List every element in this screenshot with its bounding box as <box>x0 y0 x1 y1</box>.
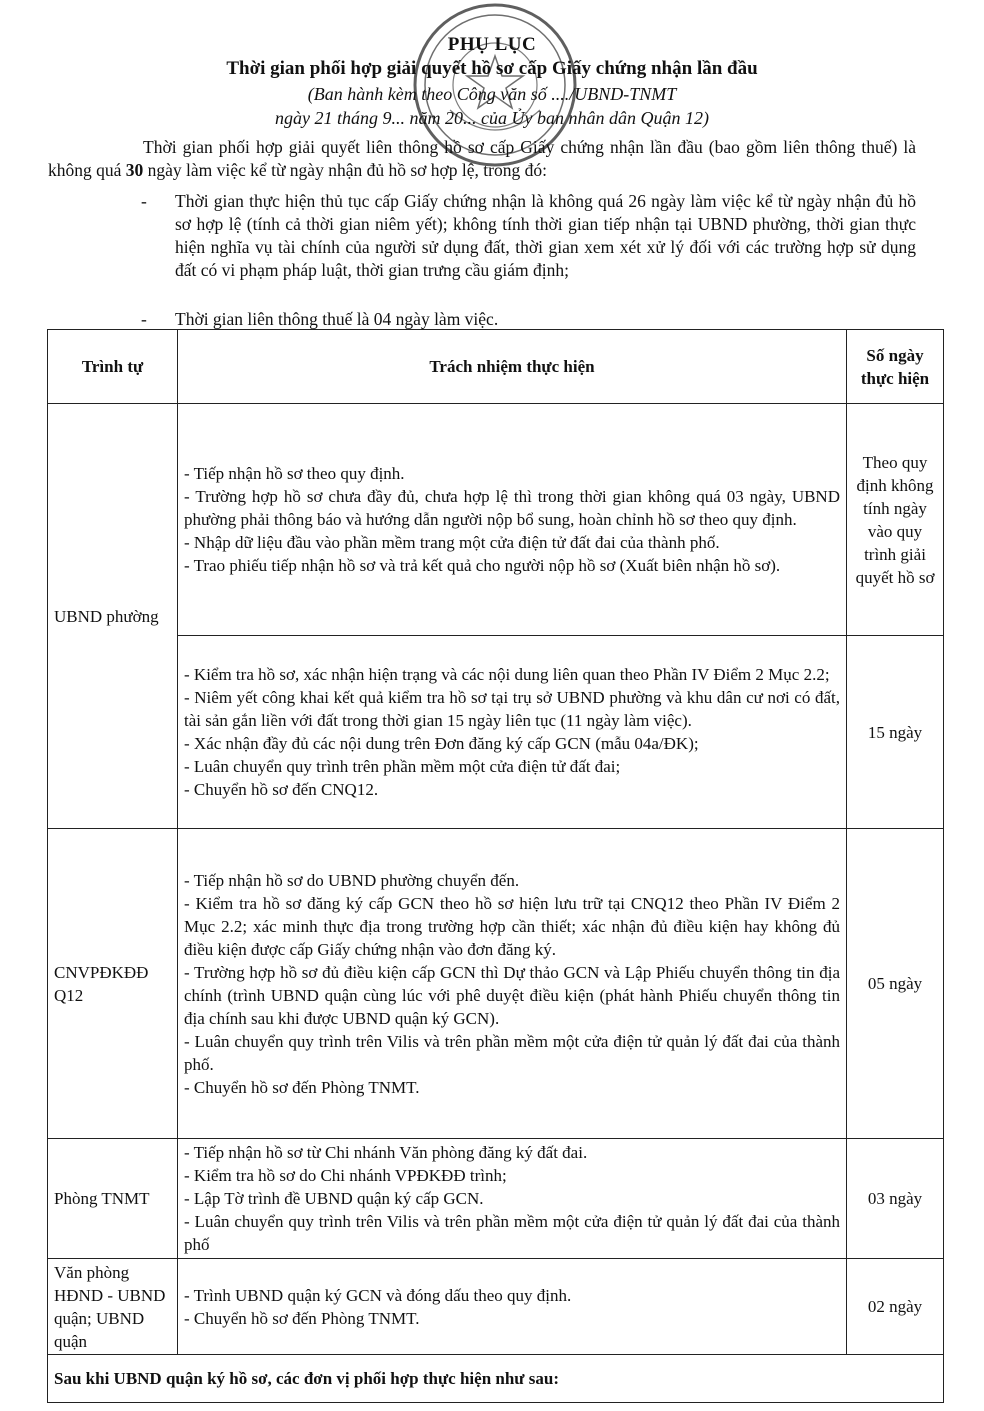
table-row <box>48 404 944 636</box>
unit-cell: Phòng TNMT <box>48 1139 178 1259</box>
header-days: Số ngày thực hiện <box>847 330 944 404</box>
table-row <box>48 1259 944 1355</box>
task-line: - Nhập dữ liệu đầu vào phần mềm trang một cửa điện tử đất đai của thành phố. <box>184 533 720 552</box>
bullet-list-item <box>48 190 916 282</box>
days-cell: 05 ngày <box>847 829 944 1139</box>
header-responsibility: Trách nhiệm thực hiện <box>178 330 847 404</box>
table-row <box>48 636 944 829</box>
days-cell: 03 ngày <box>847 1139 944 1259</box>
task-line: - Trình UBND quận ký GCN và đóng dấu theo quy định. <box>184 1285 572 1305</box>
table-row <box>48 1139 944 1259</box>
task-cell <box>178 636 847 829</box>
intro-text-1: Thời gian phối hợp giải quyết liên thông hồ sơ cấp Giấy chứng nhận lần đầu (bao gồm liên thông thuế) là không quá <box>48 137 916 180</box>
table-row <box>48 829 944 1139</box>
task-line: - Kiểm tra hồ sơ, xác nhận hiện trạng và các nội dung liên quan theo Phần IV Điểm 2 Mục 2.2; <box>184 665 830 684</box>
intro-text-2: ngày làm việc kể từ ngày nhận đủ hồ sơ hợp lệ, trong đó: <box>143 160 547 180</box>
task-line: - Kiểm tra hồ sơ do Chi nhánh VPĐKĐĐ trình; <box>184 1166 507 1185</box>
task-line: - Tiếp nhận hồ sơ do UBND phường chuyển đến. <box>184 870 520 890</box>
header-sequence: Trình tự <box>48 330 178 404</box>
task-line: - Niêm yết công khai kết quả kiểm tra hồ sơ tại trụ sở UBND phường và khu dân cư nơi có đất, tài sản gắn liền với đất trong thời gian 15 ngày liên tục (11 ngày làm việc). <box>184 688 840 730</box>
table-footer-note: Sau khi UBND quận ký hồ sơ, các đơn vị phối hợp thực hiện như sau: <box>48 1355 944 1403</box>
task-line: - Luân chuyển quy trình trên Vilis và trên phần mềm một cửa điện tử quản lý đất đai của thành phố <box>184 1212 840 1254</box>
task-cell <box>178 1139 847 1259</box>
document-title: Thời gian phối hợp giải quyết hồ sơ cấp Giấy chứng nhận lần đầu <box>226 58 758 79</box>
intro-days: 30 <box>125 160 144 180</box>
intro-paragraph <box>48 136 916 182</box>
days-cell: 15 ngày <box>847 636 944 829</box>
task-line: - Chuyển hồ sơ đến CNQ12. <box>184 780 379 799</box>
task-line: - Trường hợp hồ sơ chưa đầy đủ, chưa hợp lệ thì trong thời gian không quá 03 ngày, UBND phường phải thông báo và hướng dẫn người nộp bổ sung, hoàn chỉnh hồ sơ theo quy định. <box>184 487 840 529</box>
task-line: - Xác nhận đầy đủ các nội dung trên Đơn đăng ký cấp GCN (mẫu 04a/ĐK); <box>184 734 699 753</box>
task-line: - Tiếp nhận hồ sơ theo quy định. <box>184 464 405 483</box>
task-cell <box>178 404 847 636</box>
task-line: - Luân chuyển quy trình trên Vilis và trên phần mềm một cửa điện tử quản lý đất đai của thành phố. <box>184 1031 840 1074</box>
days-cell: 02 ngày <box>847 1259 944 1355</box>
appendix-title: PHỤ LỤC <box>447 34 537 55</box>
procedure-table <box>47 329 944 1403</box>
bullet-list-item <box>48 308 916 331</box>
task-cell <box>178 1259 847 1355</box>
task-cell <box>178 829 847 1139</box>
unit-cell: Văn phòng HĐND - UBND quận; UBND quận <box>48 1259 178 1355</box>
table-footer-row <box>48 1355 944 1403</box>
task-line: - Trao phiếu tiếp nhận hồ sơ và trả kết quả cho người nộp hồ sơ (Xuất biên nhận hồ sơ). <box>184 556 781 575</box>
task-line: - Lập Tờ trình đề UBND quận ký cấp GCN. <box>184 1189 484 1208</box>
task-line: - Chuyển hồ sơ đến Phòng TNMT. <box>184 1308 420 1328</box>
table-header-row <box>48 330 944 404</box>
unit-cell: UBND phường <box>48 404 178 829</box>
days-cell: Theo quy định không tính ngày vào quy trình giải quyết hồ sơ <box>847 404 944 636</box>
unit-cell: CNVPĐKĐĐ Q12 <box>48 829 178 1139</box>
bullet-dash: - <box>141 309 147 329</box>
task-line: - Kiểm tra hồ sơ đăng ký cấp GCN theo hồ sơ hiện lưu trữ tại CNQ12 theo Phần IV Điểm 2 Mục 2.2; xác minh thực địa trong trường hợp cần thiết; xác nhận đủ điều kiện hay không đủ điều kiện được cấp Giấy chứng nhận vào đơn đăng ký. <box>184 893 840 959</box>
issuance-date: ngày 21 tháng 9... năm 20... của Ủy ban nhân dân Quận 12) <box>275 108 709 128</box>
bullet-text: Thời gian liên thông thuế là 04 ngày làm việc. <box>175 309 499 329</box>
task-line: - Luân chuyển quy trình trên phần mềm một cửa điện tử đất đai; <box>184 757 621 776</box>
bullet-text: Thời gian thực hiện thủ tục cấp Giấy chứng nhận là không quá 26 ngày làm việc kể từ ngày nhận đủ hồ sơ hợp lệ (tính cả thời gian niêm yết); không tính thời gian tiếp nhận tại UBND phường, thời gian thực hiện nghĩa vụ tài chính của người sử dụng đất, thời gian xem xét xử lý đối với các trường hợp sử dụng đất có vi phạm pháp luật, thời gian trưng cầu giám định; <box>175 191 916 280</box>
bullet-dash: - <box>141 191 147 211</box>
issuance-note: (Ban hành kèm theo Công văn số ..../UBND-TNMT <box>307 84 677 104</box>
task-line: - Trường hợp hồ sơ đủ điều kiện cấp GCN thì Dự thảo GCN và Lập Phiếu chuyển thông tin địa chính (trình UBND quận cùng lúc với phê duyệt điều kiện (phát hành Phiếu chuyển thông tin địa chính sau khi được UBND quận ký GCN). <box>184 962 840 1028</box>
task-line: - Tiếp nhận hồ sơ từ Chi nhánh Văn phòng đăng ký đất đai. <box>184 1143 588 1162</box>
task-line: - Chuyển hồ sơ đến Phòng TNMT. <box>184 1077 420 1097</box>
